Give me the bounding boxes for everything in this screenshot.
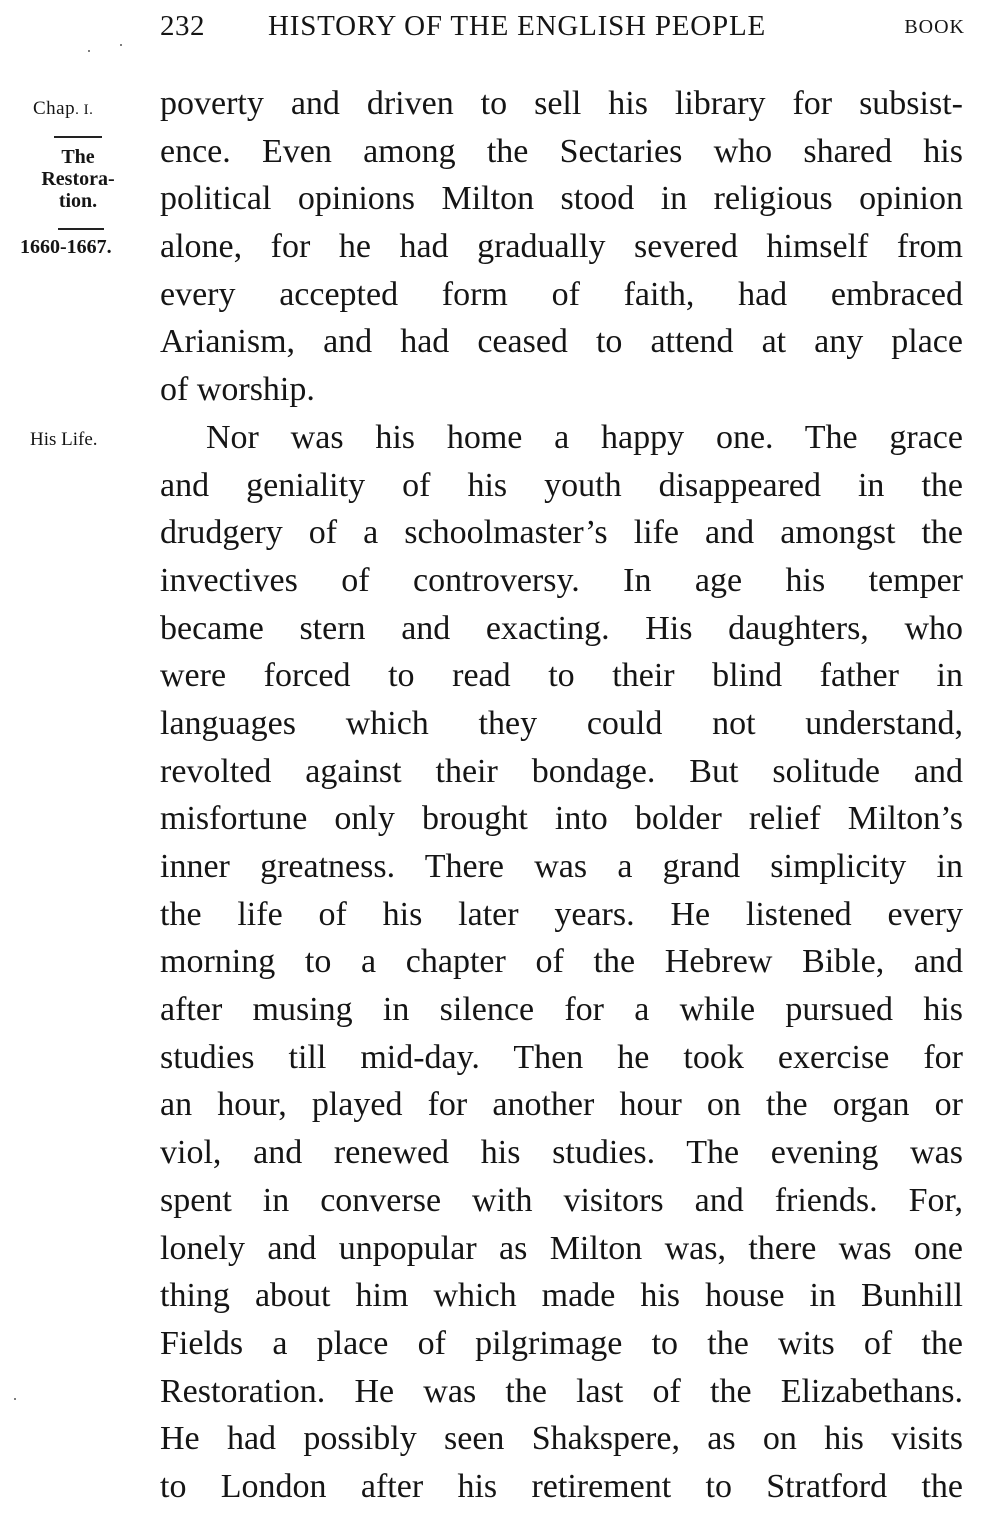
running-title: HISTORY OF THE ENGLISH PEOPLE xyxy=(268,10,766,42)
text-line: the life of his later years. He listened every xyxy=(160,895,963,933)
text-line: after musing in silence for a while pursued his xyxy=(160,991,963,1029)
text-line: were forced to read to their blind father in xyxy=(160,657,963,695)
margin-rule-top xyxy=(54,136,102,138)
text-line: morning to a chapter of the Hebrew Bible, and xyxy=(160,943,963,981)
text-line: and geniality of his youth disappeared in the xyxy=(160,466,963,504)
text-line: invectives of controversy. In age his temper xyxy=(160,561,963,599)
topic-line-2: Restora- xyxy=(41,168,115,190)
section-topic xyxy=(20,146,136,212)
text-line: Fields a place of pilgrimage to the wits of the xyxy=(160,1324,963,1362)
text-line: thing about him which made his house in Bunhill xyxy=(160,1277,963,1315)
text-line: became stern and exacting. His daughters, who xyxy=(160,609,963,647)
side-note-his-life: His Life. xyxy=(30,429,98,450)
text-line: studies till mid-day. Then he took exercise for xyxy=(160,1038,963,1076)
text-line: to London after his retirement to Stratford the xyxy=(160,1467,963,1505)
running-header xyxy=(160,10,965,54)
text-line: He had possibly seen Shakspere, as on his visits xyxy=(160,1420,963,1458)
chapter-label-first: Chap xyxy=(33,98,76,119)
text-line: spent in converse with visitors and friends. For, xyxy=(160,1181,963,1219)
text-line: revolted against their bondage. But solitude and xyxy=(160,752,963,790)
print-speck xyxy=(14,1398,16,1400)
topic-line-3: tion. xyxy=(58,190,98,212)
text-line: viol, and renewed his studies. The evening was xyxy=(160,1134,963,1172)
text-line: drudgery of a schoolmaster’s life and amongst the xyxy=(160,514,963,552)
margin-rule-bottom xyxy=(58,228,104,230)
text-line: languages which they could not understand, xyxy=(160,704,963,742)
text-line: alone, for he had gradually severed himself from xyxy=(160,228,963,266)
topic-line-1: The xyxy=(61,146,95,168)
page-number: 232 xyxy=(160,10,205,42)
text-line: an hour, played for another hour on the organ or xyxy=(160,1086,963,1124)
text-line: Restoration. He was the last of the Elizabethans. xyxy=(160,1372,963,1410)
text-line: every accepted form of faith, had embraced xyxy=(160,275,963,313)
chapter-label-rest: . I. xyxy=(75,102,94,118)
body-text xyxy=(160,80,963,1511)
text-line: ence. Even among the Sectaries who shared his xyxy=(160,132,963,170)
text-line: Arianism, and had ceased to attend at any place xyxy=(160,323,963,361)
print-speck xyxy=(88,50,90,52)
text-line: poverty and driven to sell his library for subsist- xyxy=(160,85,963,122)
text-line: misfortune only brought into bolder relief Milton’s xyxy=(160,800,963,838)
text-line: lonely and unpopular as Milton was, there was one xyxy=(160,1229,963,1267)
chapter-label xyxy=(33,98,93,120)
margin-notes xyxy=(0,0,150,1534)
date-range: 1660-1667. xyxy=(20,236,112,258)
text-line: inner greatness. There was a grand simplicity in xyxy=(160,848,963,885)
text-line: Nor was his home a happy one. The grace xyxy=(206,418,963,456)
book-label: BOOK xyxy=(904,16,965,38)
text-line: of worship. xyxy=(160,371,315,409)
print-speck xyxy=(120,44,122,46)
text-line: political opinions Milton stood in religious opinion xyxy=(160,180,963,218)
